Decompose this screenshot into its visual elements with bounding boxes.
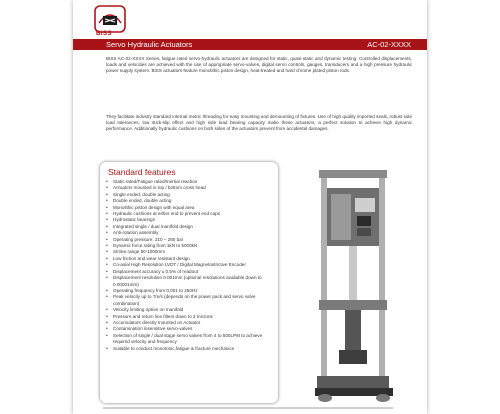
list-item: • Pressure and return line filters down to 2 microns	[104, 314, 274, 320]
footer-line	[103, 407, 393, 409]
list-item: • Static rated/Fatigue rated/Inertial reaction	[104, 179, 274, 185]
list-item: • Operating frequency from 0.001 to 250Hz	[104, 288, 274, 294]
biss-logo-icon	[93, 5, 127, 33]
list-item: • Stroke range 50-1000mm	[104, 249, 274, 255]
list-item: • Hydrostatic bearings	[104, 217, 274, 223]
list-item: • Displacement resolution 0.001mm (optional resolutions available down to 0.00001mm)	[104, 275, 274, 288]
list-item: • Monolithic piston design with equal area	[104, 205, 274, 211]
intro-paragraph-1: BISS AC-02-XXXX Series, fatigue rated servo-hydraulic actuators are designed for static, quasi-static and dynamic testing. Controlled displacements, loads and velocities are achieved with the use of appropriate servo-valves, digital servo controls, gauges, transducers and a high pressure hydraulic power supply system. BISS actuators feature monolithic piston design, heat-treated and hard chrome plated piston rods.	[106, 56, 412, 74]
features-list	[104, 179, 274, 352]
brochure-page	[73, 0, 427, 414]
list-item: • Displacement accuracy ± 0.5% of readout	[104, 269, 274, 275]
list-item: • Selection of single / dual stage servo valves from 4 to 500LPM to achieve required velocity and frequency	[104, 333, 274, 346]
list-item: • Integrated single / dual manifold design	[104, 224, 274, 230]
brand-name: BISS	[96, 31, 113, 37]
list-item: • Operating pressure: 210 – 280 bar	[104, 237, 274, 243]
list-item: • Low friction and wear resistant design	[104, 256, 274, 262]
title-banner	[73, 39, 427, 50]
features-title: Standard features	[108, 167, 176, 177]
list-item: • Co-axial High Resolution LVDT / Digital Magnetostrictive Encoder	[104, 262, 274, 268]
product-code: AC-02-XXXX	[367, 40, 411, 49]
list-item: • Double ended, double acting	[104, 198, 274, 204]
list-item: • Accumulators directly mounted on Actuator	[104, 320, 274, 326]
list-item: • Anti-rotation assembly	[104, 230, 274, 236]
list-item: • Actuators mounted in top / bottom cross head	[104, 185, 274, 191]
intro-paragraph-2: They facilitate industry standard internal metric threading for easy mounting and demounting of fixtures. Use of high quality imported seals, robust side load tolerances, low stick-slip effect and high side load bearing capacity make these actuators, a perfect solution to achieve high dynamic performance. Additionally hydraulic cushions on both sides of the actuators prevent from accidental damages.	[106, 114, 412, 132]
list-item: • Suitable to conduct monotonic,fatigue & fracture mechanics	[104, 346, 274, 352]
actuator-photo	[301, 170, 413, 404]
list-item: • Peak velocity up to 7m/s (depends on the power pack and servo valve combination)	[104, 294, 274, 307]
features-box	[100, 162, 278, 403]
page-title: Servo Hydraulic Actuators	[106, 40, 193, 49]
list-item: • Contamination insensitive servo-valves	[104, 326, 274, 332]
list-item: • Dynamic force rating from 1kN to 5000kN	[104, 243, 274, 249]
list-item: • Single ended, double acting	[104, 192, 274, 198]
list-item: • Hydraulic cushions at either end to prevent end caps	[104, 211, 274, 217]
list-item: • Velocity limiting option on manifold	[104, 307, 274, 313]
